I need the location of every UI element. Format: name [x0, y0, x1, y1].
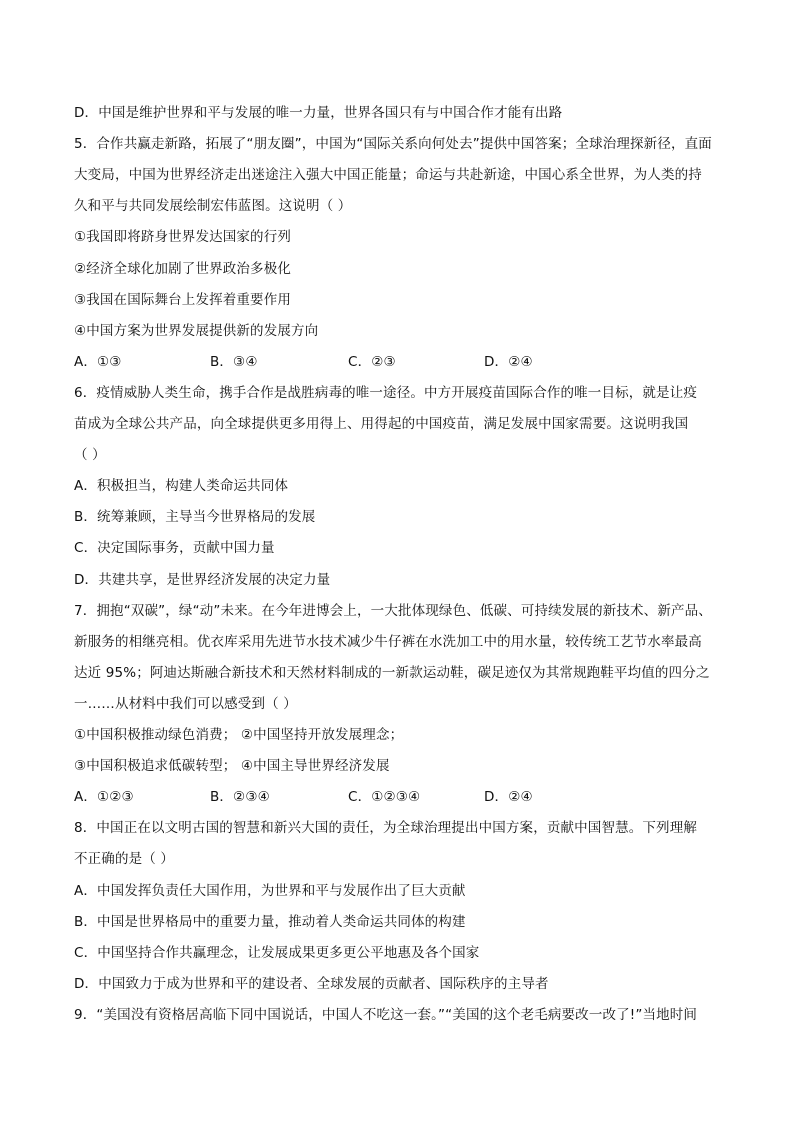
- text-line: ①中国积极推动绿色消费； ②中国坚持开放发展理念；: [74, 727, 404, 743]
- text-line: 久和平与共同发展绘制宏伟蓝图。这说明（ ）: [74, 198, 352, 215]
- text-line: ③我国在国际舞台上发挥着重要作用: [74, 291, 292, 308]
- text-line: ②经济全球化加剧了世界政治多极化: [74, 260, 292, 277]
- text-line: 一……从材料中我们可以感受到（ ）: [74, 695, 297, 712]
- text-line: 大变局，中国为世界经济走出迷途注入强大中国正能量；命运与共赴新途，中国心系全世界，为人类的持: [74, 167, 702, 184]
- text-line: B．中国是世界格局中的重要力量，推动着人类命运共同体的构建: [74, 913, 466, 930]
- text-line: 6．疫情威胁人类生命，携手合作是战胜病毒的唯一途径。中方开展疫苗国际合作的唯一目标，就是让疫: [74, 384, 697, 401]
- answer-option: A．①③: [74, 353, 122, 370]
- answer-option: A．①②③: [74, 789, 134, 806]
- answer-option: B．②③④: [210, 789, 270, 806]
- text-line: 苗成为全球公共产品，向全球提供更多用得上、用得起的中国疫苗，满足发展中国家需要。这说明我国: [74, 416, 689, 432]
- text-line: 5．合作共赢走新路，拓展了“朋友圈”，中国为“国际关系向何处去”提供中国答案；全球治理探新径，直面: [74, 136, 712, 153]
- text-line: 达近 95%；阿迪达斯融合新技术和天然材料制成的一新款运动鞋，碳足迹仅为其常规跑鞋平均值的四分之: [74, 664, 710, 681]
- answer-options-row: [74, 787, 724, 807]
- answer-option: D．②④: [484, 789, 533, 806]
- answer-option: C．②③: [348, 353, 396, 370]
- answer-options-row: [74, 352, 724, 372]
- text-line: ④中国方案为世界发展提供新的发展方向: [74, 322, 319, 339]
- text-line: 新服务的相继亮相。优衣库采用先进节水技术减少牛仔裤在水洗加工中的用水量，较传统工艺节水率最高: [74, 633, 702, 650]
- text-line: D．中国致力于成为世界和平的建设者、全球发展的贡献者、国际秩序的主导者: [74, 975, 549, 992]
- text-line: C．中国坚持合作共赢理念，让发展成果更多更公平地惠及各个国家: [74, 944, 480, 961]
- text-line: A．中国发挥负责任大国作用，为世界和平与发展作出了巨大贡献: [74, 882, 466, 899]
- answer-option: B．③④: [210, 353, 258, 370]
- text-line: ①我国即将跻身世界发达国家的行列: [74, 229, 292, 246]
- text-line: C．决定国际事务，贡献中国力量: [74, 540, 275, 557]
- text-line: 7．拥抱“双碳”，绿“动”未来。在今年进博会上，一大批体现绿色、低碳、可持续发展的新技术、新产品、: [74, 602, 712, 619]
- text-line: B．统筹兼顾，主导当今世界格局的发展: [74, 509, 316, 526]
- text-line: D．共建共享，是世界经济发展的决定力量: [74, 571, 331, 588]
- text-line: （ ）: [74, 447, 106, 464]
- text-line: D．中国是维护世界和平与发展的唯一力量，世界各国只有与中国合作才能有出路: [74, 105, 563, 121]
- text-line: 不正确的是（ ）: [74, 851, 174, 868]
- text-line: 8．中国正在以文明古国的智慧和新兴大国的责任，为全球治理提出中国方案，贡献中国智慧。下列理解: [74, 820, 697, 837]
- text-line: ③中国积极追求低碳转型； ④中国主导世界经济发展: [74, 758, 390, 775]
- text-line: A．积极担当，构建人类命运共同体: [74, 478, 289, 495]
- text-line: 9．“美国没有资格居高临下同中国说话，中国人不吃这一套。”“美国的这个老毛病要改一改了!”当地时间: [74, 1006, 698, 1023]
- answer-option: D．②④: [484, 353, 533, 370]
- answer-option: C．①②③④: [348, 789, 421, 806]
